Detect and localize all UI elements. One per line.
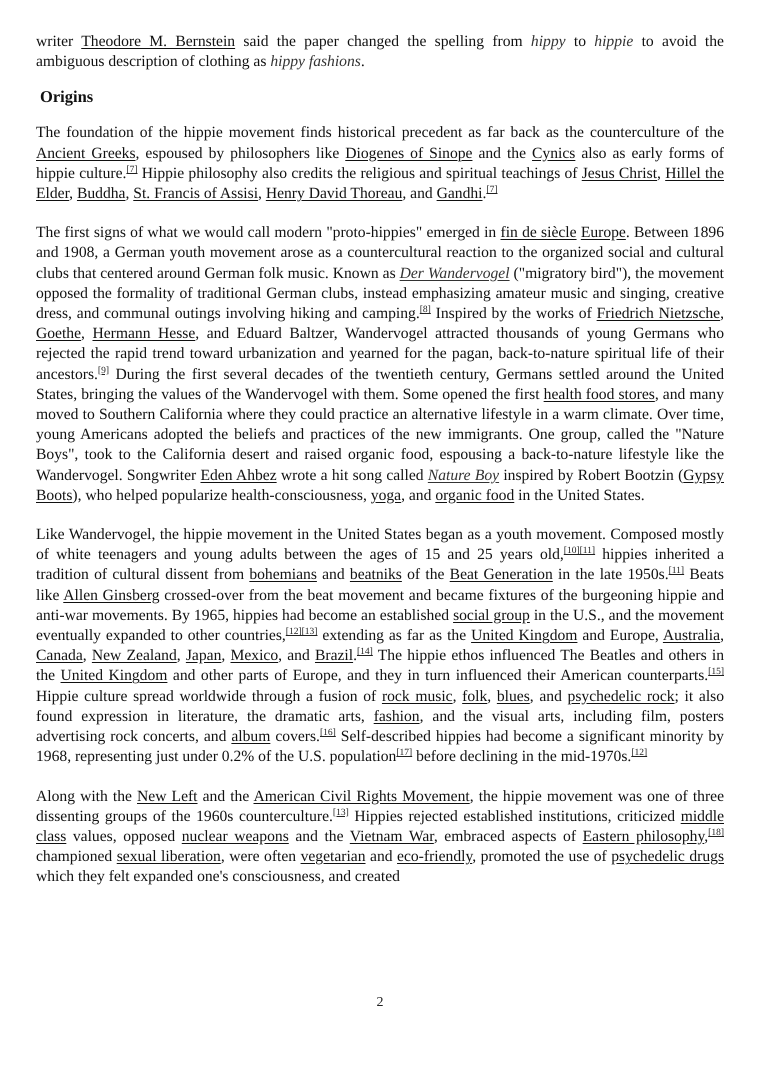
term-hippie: hippie [594,33,634,50]
section-heading-origins: Origins [40,87,94,107]
link-nuclear-weapons[interactable]: nuclear weapons [181,827,289,845]
link-eastern-philosophy[interactable]: Eastern philosophy [582,827,705,845]
link-theodore-bernstein[interactable]: Theodore M. Bernstein [81,33,236,50]
citation-ref[interactable]: [9] [97,365,109,376]
link-hermann-hesse[interactable]: Hermann Hesse [92,325,196,343]
link-fin-de-siecle[interactable]: fin de siècle [500,224,577,242]
term-hippy: hippy [530,33,566,50]
citation-ref[interactable]: [17] [396,748,413,759]
link-organic-food[interactable]: organic food [435,486,515,504]
link-album[interactable]: album [231,728,271,746]
citation-ref[interactable]: [14] [356,647,373,658]
paragraph-origins-3: Like Wandervogel, the hippie movement in the United States began as a youth movement. Composed mostly of white teenagers and young adults between the ages of 15 and 25 years old,[10][11] hippies inherited a tradition of cultural dissent from bohemians and beatniks of the Beat Generation in the late 1950s.[11] Beats like Allen Ginsberg crossed-over from the beat movement and became fixtures of the burgeoning hippie and anti-war movements. By 1965, hippies had become an established social group in the U.S., and the movement eventually expanded to other countries,[12][13] extending as far as the United Kingdom and Europe, Australia, Canada, New Zealand, Japan, Mexico, and Brazil.[14] The hippie ethos influenced The Beatles and others in the United Kingdom and other parts of Europe, and they in turn influenced their American counterparts.[15] Hippie culture spread worldwide through a fusion of rock music, folk, blues, and psychedelic rock; it also found expression in literature, the dramatic arts, fashion, and the visual arts, including film, posters advertising rock concerts, and album covers.[16] Self-described hippies had become a significant minority by 1968, representing just under 0.2% of the U.S. population[17] before declining in the mid-1970s.[12] [36,526,725,766]
citation-ref[interactable]: [12] [631,748,648,759]
link-st-francis-of-assisi[interactable]: St. Francis of Assisi [133,185,259,203]
citation-ref[interactable]: [15] [708,667,724,678]
link-united-kingdom-2[interactable]: United Kingdom [60,667,168,685]
link-vegetarian[interactable]: vegetarian [300,848,366,866]
link-diogenes-of-sinope[interactable]: Diogenes of Sinope [345,144,473,162]
link-rock-music[interactable]: rock music [381,687,453,705]
link-new-zealand[interactable]: New Zealand [91,647,177,665]
paragraph-origins-1: The foundation of the hippie movement finds historical precedent as far back as the counterculture of the Ancient Greeks, espoused by philosophers like Diogenes of Sinope and the Cynics also as early forms of hippie culture.[7] Hippie philosophy also credits the religious and spiritual teachings of Jesus Christ, Hillel the Elder, Buddha, St. Francis of Assisi, Henry David Thoreau, and Gandhi.[7] [36,124,724,203]
link-mexico[interactable]: Mexico [230,647,279,665]
link-ancient-greeks[interactable]: Ancient Greeks [36,144,136,162]
term-hippy-fashions: hippy fashions [270,53,361,71]
link-vietnam-war[interactable]: Vietnam War [349,827,434,845]
document-page [36,32,724,907]
link-europe[interactable]: Europe [580,224,626,242]
link-social-group[interactable]: social group [453,606,530,624]
link-japan[interactable]: Japan [185,647,222,665]
link-sexual-liberation[interactable]: sexual liberation [116,848,221,866]
citation-ref[interactable]: [12][13] [285,627,318,638]
link-united-kingdom[interactable]: United Kingdom [471,627,578,645]
citation-ref[interactable]: [8] [419,305,431,316]
link-buddha[interactable]: Buddha [76,185,126,203]
link-canada[interactable]: Canada [36,647,83,665]
link-new-left[interactable]: New Left [137,787,198,805]
page-number: 2 [376,995,384,1010]
paragraph-origins-2: The first signs of what we would call modern "proto-hippies" emerged in fin de siècle Europe. Between 1896 and 1908, a German youth movement arose as a countercultural reaction to the organized social and cultural clubs that centered around German folk music. Known as Der Wandervogel ("migratory bird"), the movement opposed the formality of traditional German clubs, instead emphasizing amateur music and singing, creative dress, and communal outings involving hiking and camping.[8] Inspired by the works of Friedrich Nietzsche, Goethe, Hermann Hesse, and Eduard Baltzer, Wandervogel attracted thousands of young Germans who rejected the rapid trend toward urbanization and yearned for the pagan, back-to-nature spiritual life of their ancestors.[9] During the first several decades of the twentieth century, Germans settled around the United States, bringing the values of the Wandervogel with them. Some opened the first health food stores, and many moved to Southern California where they could practice an alternative lifestyle in a warm climate. Over time, young Americans adopted the beliefs and practices of the new immigrants. One group, called the "Nature Boys", took to the California desert and raised organic food, espousing a back-to-nature lifestyle like the Wandervogel. Songwriter Eden Ahbez wrote a hit song called Nature Boy inspired by Robert Bootzin (Gypsy Boots), who helped popularize health-consciousness, yoga, and organic food in the United States. [36,224,724,504]
paragraph-intro: writer Theodore M. Bernstein said the paper changed the spelling from hippy to hippie to avoid the ambiguous description of clothing as hippy fashions. [36,33,724,71]
link-fashion[interactable]: fashion [373,707,420,725]
link-beatniks[interactable]: beatniks [349,566,402,584]
link-australia[interactable]: Australia [662,627,721,645]
citation-ref[interactable]: [7] [126,164,138,175]
citation-ref[interactable]: [16] [319,728,336,739]
link-health-food-stores[interactable]: health food stores [543,385,655,403]
paragraph-origins-4: Along with the New Left and the American Civil Rights Movement, the hippie movement was one of three dissenting groups of the 1960s counterculture.[13] Hippies rejected established institutions, criticized middle class values, opposed nuclear weapons and the Vietnam War, embraced aspects of Eastern philosophy,[18] championed sexual liberation, were often vegetarian and eco-friendly, promoted the use of psychedelic drugs which they felt expanded one's consciousness, and created [36,787,725,886]
link-eden-ahbez[interactable]: Eden Ahbez [200,466,277,484]
link-bohemians[interactable]: bohemians [249,566,317,584]
link-hillel-the-elder[interactable]: Hillel the Elder [36,164,724,203]
link-friedrich-nietzsche[interactable]: Friedrich Nietzsche [596,305,721,323]
citation-ref[interactable]: [13] [332,807,349,818]
link-brazil[interactable]: Brazil [314,647,354,665]
citation-ref[interactable]: [18] [708,827,724,838]
link-beat-generation[interactable]: Beat Generation [449,566,553,584]
link-folk[interactable]: folk [462,687,488,705]
link-psychedelic-drugs[interactable]: psychedelic drugs [611,848,725,866]
link-jesus-christ[interactable]: Jesus Christ [581,164,658,182]
citation-ref[interactable]: [10][11] [563,546,596,557]
link-eco-friendly[interactable]: eco-friendly [397,848,473,866]
link-allen-ginsberg[interactable]: Allen Ginsberg [63,586,160,604]
link-american-civil-rights-movement[interactable]: American Civil Rights Movement [253,787,470,805]
link-blues[interactable]: blues [496,687,530,705]
link-psychedelic-rock[interactable]: psychedelic rock [567,687,675,705]
link-gypsy-boots[interactable]: Gypsy Boots [36,466,724,504]
link-henry-david-thoreau[interactable]: Henry David Thoreau [265,185,403,203]
citation-ref[interactable]: [7] [486,185,498,196]
citation-ref[interactable]: [11] [668,566,685,577]
link-cynics[interactable]: Cynics [532,144,576,162]
link-yoga[interactable]: yoga [370,486,402,504]
link-nature-boy[interactable]: Nature Boy [427,466,500,484]
link-gandhi[interactable]: Gandhi [436,185,483,203]
link-goethe[interactable]: Goethe [36,325,82,343]
link-middle-class[interactable]: middle class [36,807,724,845]
link-der-wandervogel[interactable]: Der Wandervogel [399,264,510,282]
